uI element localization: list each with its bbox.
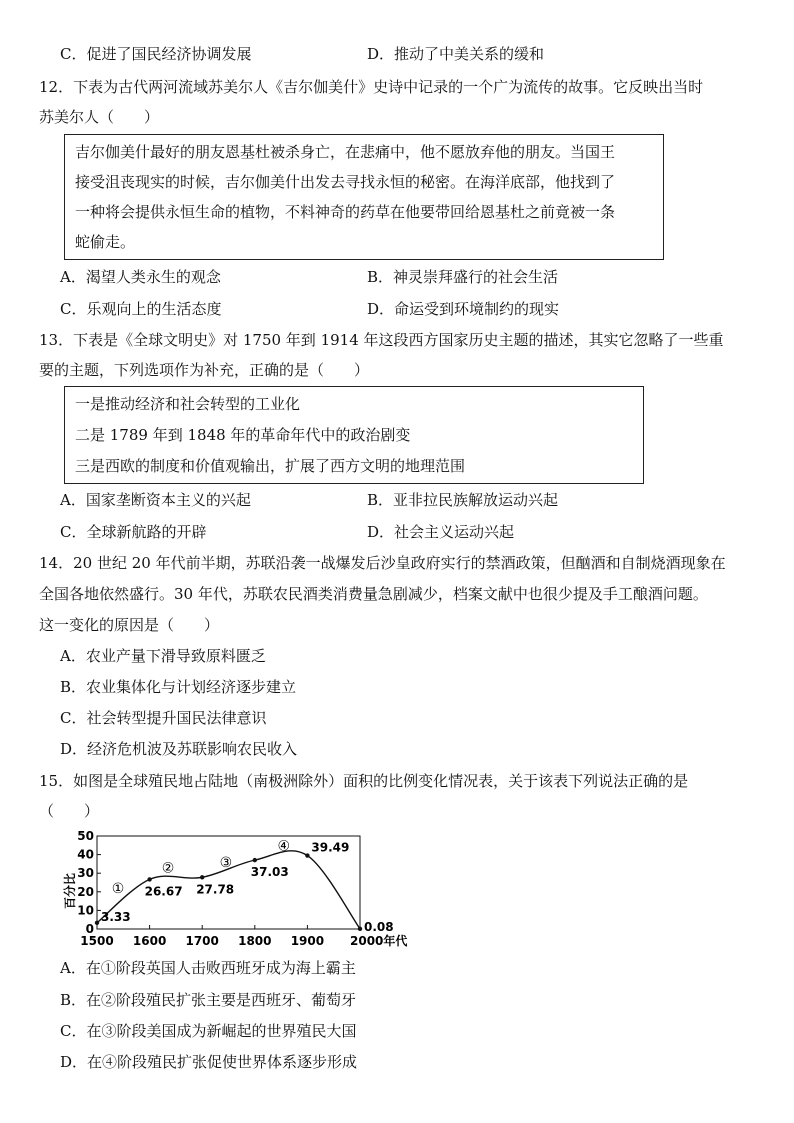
q14-stem-line-1: 14．20 世纪 20 年代前半期，苏联沿袭一战爆发后沙皇政府实行的禁酒政策，但酗酒和自制烧酒现象在: [39, 554, 726, 572]
chart-data-point: [358, 927, 362, 931]
colony-area-chart: [60, 826, 408, 951]
q11-option-c: C．促进了国民经济协调发展: [60, 45, 252, 63]
q12-option-b: B．神灵崇拜盛行的社会生活: [367, 268, 559, 286]
q13-option-c: C．全球新航路的开辟: [60, 523, 207, 541]
q12-box-line-3: 一种将会提供永恒生命的植物，不料神奇的药草在他要带回给恩基杜之前竟被一条: [75, 203, 616, 221]
chart-data-point: [95, 921, 99, 925]
q14-option-b: B．农业集体化与计划经济逐步建立: [60, 678, 297, 696]
chart-data-label: 27.78: [196, 882, 235, 897]
q12-box-line-1: 吉尔伽美什最好的朋友恩基杜被杀身亡，在悲痛中，他不愿放弃他的朋友。当国王: [75, 143, 616, 161]
q12-story-box: [64, 134, 664, 260]
chart-y-tick-label: 10: [77, 903, 94, 918]
chart-y-tick-label: 20: [77, 884, 94, 899]
chart-data-label: 3.33: [101, 909, 131, 924]
q13-option-a: A．国家垄断资本主义的兴起: [60, 491, 251, 509]
q15-stem-line-1: 15．如图是全球殖民地占陆地（南极洲除外）面积的比例变化情况表，关于该表下列说法正确的是: [39, 772, 689, 790]
q12-box-line-2: 接受沮丧现实的时候，吉尔伽美什出发去寻找永恒的秘密。在海洋底部，他找到了: [75, 173, 616, 191]
q11-option-d: D．推动了中美关系的缓和: [367, 45, 545, 63]
q15-option-c: C．在③阶段美国成为新崛起的世界殖民大国: [60, 1022, 357, 1040]
q12-option-d: D．命运受到环境制约的现实: [367, 300, 560, 318]
chart-x-tick-label: 1700: [185, 934, 219, 948]
chart-stage-marker: ④: [277, 838, 291, 855]
q13-box-line-1: 一是推动经济和社会转型的工业化: [75, 395, 301, 413]
chart-data-point: [253, 858, 257, 862]
q12-stem-line-2: 苏美尔人（ ）: [39, 108, 160, 126]
chart-data-label: 37.03: [250, 865, 289, 880]
chart-y-tick-label: 0: [85, 922, 94, 936]
q12-option-c: C．乐观向上的生活态度: [60, 300, 222, 318]
q13-stem-line-2: 要的主题，下列选项作为补充，正确的是（ ）: [39, 361, 370, 379]
q13-option-b: B．亚非拉民族解放运动兴起: [367, 491, 559, 509]
q12-stem-line-1: 12．下表为古代两河流域苏美尔人《吉尔伽美什》史诗中记录的一个广为流传的故事。它反映出当时: [39, 78, 704, 96]
chart-y-tick-label: 40: [77, 847, 94, 862]
chart-x-tick-label: 1600: [132, 934, 167, 948]
q14-stem-line-2: 全国各地依然盛行。30 年代，苏联农民酒类消费量急剧减少，档案文献中也很少提及手工酿酒问题。: [39, 585, 708, 603]
chart-y-axis-label: 百分比: [63, 872, 77, 910]
q13-option-d: D．社会主义运动兴起: [367, 523, 515, 541]
chart-y-tick-label: 30: [77, 866, 94, 881]
q14-option-c: C．社会转型提升国民法律意识: [60, 709, 267, 727]
chart-data-point: [305, 853, 309, 857]
chart-y-tick-label: 50: [77, 829, 94, 843]
q13-box-line-2: 二是 1789 年到 1848 年的革命年代中的政治剧变: [75, 426, 411, 444]
chart-x-tick-label: 2000年代: [350, 934, 408, 948]
q14-option-a: A．农业产量下滑导致原料匮乏: [60, 647, 266, 665]
chart-data-point: [147, 877, 151, 881]
q15-option-b: B．在②阶段殖民扩张主要是西班牙、葡萄牙: [60, 991, 357, 1009]
chart-stage-marker: ①: [111, 881, 125, 898]
chart-stage-marker: ②: [161, 860, 175, 877]
q13-box-line-3: 三是西欧的制度和价值观输出，扩展了西方文明的地理范围: [75, 457, 466, 475]
chart-data-point: [200, 875, 204, 879]
chart-data-label: 26.67: [144, 884, 183, 899]
q12-option-a: A．渴望人类永生的观念: [60, 268, 221, 286]
q15-stem-line-2: （ ）: [39, 802, 100, 820]
chart-x-tick-label: 1800: [238, 934, 272, 948]
chart-stage-marker: ③: [219, 855, 233, 872]
q12-box-line-4: 蛇偷走。: [75, 233, 136, 251]
q15-option-d: D．在④阶段殖民扩张促使世界体系逐步形成: [60, 1053, 358, 1071]
q15-option-a: A．在①阶段英国人击败西班牙成为海上霸主: [60, 959, 356, 977]
q13-stem-line-1: 13．下表是《全球文明史》对 1750 年到 1914 年这段西方国家历史主题的描述，其实它忽略了一些重: [39, 331, 724, 349]
chart-x-tick-label: 1900: [290, 934, 325, 948]
chart-data-label: 39.49: [311, 840, 350, 855]
q14-option-d: D．经济危机波及苏联影响农民收入: [60, 740, 298, 758]
q14-stem-line-3: 这一变化的原因是（ ）: [39, 616, 220, 634]
chart-data-label: 0.08: [364, 919, 394, 934]
chart-x-tick-label: 1500: [80, 934, 114, 948]
q13-theme-box: [64, 386, 644, 484]
